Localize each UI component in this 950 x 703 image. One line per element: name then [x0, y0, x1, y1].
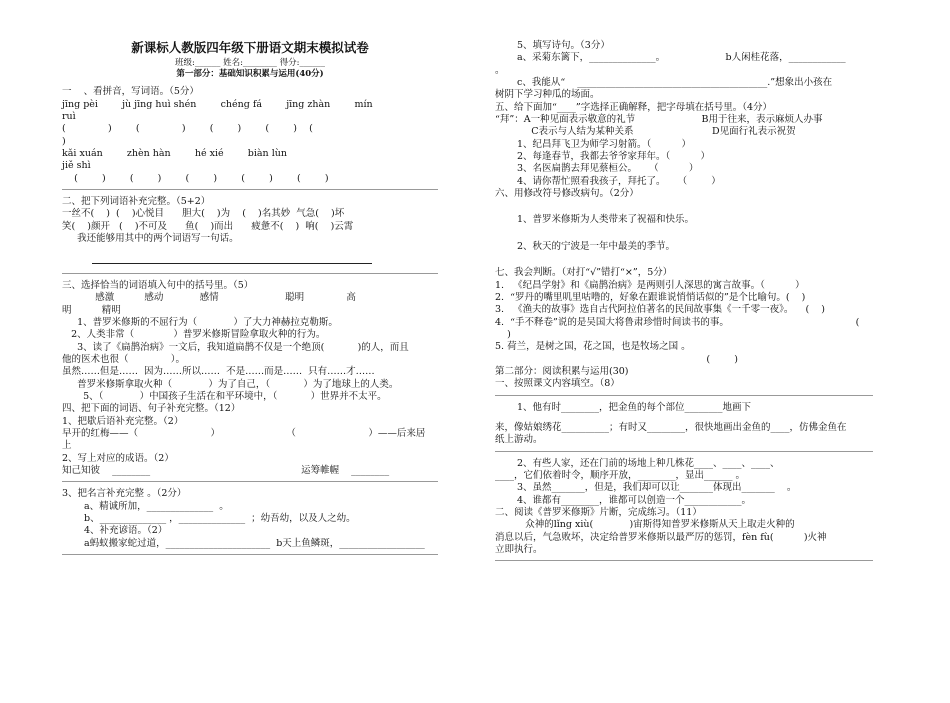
sentence-answer-line — [92, 253, 372, 264]
question-item: 5、（ ）中国孩子生活在和平环境中，（ ）世界并不太平。 — [62, 390, 387, 402]
question-item: 2、秋天的宁波是一年中最美的季节。 — [517, 240, 676, 252]
divider — [62, 481, 438, 482]
question-item: 1、把歇后语补充完整。（2） — [62, 415, 184, 427]
idiom-line: 一丝不( ) ( )心悦目 胆大( )为 ( )名其妙 气急( )坏 — [62, 208, 345, 220]
judgement-item: 4. “手不释卷”说的是吴国大将鲁肃珍惜时间读书的事。 ( — [495, 316, 860, 328]
judgement-item: 5. 荷兰，是树之国，花之国，也是牧场之国 。 — [495, 341, 691, 353]
pinyin-row-cont: jiě shì — [62, 160, 91, 172]
question-item: 4、补充谚语。（2） — [84, 525, 168, 537]
question-item: c、我能从“ ________________________________________.”想象出小孩在 — [517, 77, 833, 89]
word-choices-cont: 明 精明 — [62, 304, 121, 316]
conjunction-choices: 虽然……但是…… 因为……所以…… 不是……而是…… 只有……才…… — [62, 366, 375, 378]
divider — [495, 451, 873, 452]
section-5-heading: 五、给下面加“____”字选择正确解释，把字母填在括号里。（4分） — [495, 101, 773, 113]
question-item: 3、名医扁鹊去拜见蔡桓公。 （ ） — [517, 163, 699, 175]
definition-options: C表示与人结为某种关系 D见面行礼表示祝贺 — [495, 126, 796, 138]
question-item: 4、请你帮忙照看我孩子，拜托了。 （ ） — [517, 175, 721, 187]
question-item: 2、人类非常（ ）普罗米修斯冒险拿取火种的行为。 — [62, 329, 326, 341]
judgement-item-cont: ) — [495, 328, 511, 340]
left-column — [62, 40, 438, 561]
fill-in-item-cont: 来，像姑娘绣花__________；有时又________，很快地画出金鱼的____，仿佛金鱼在 — [495, 421, 847, 433]
question-item: b、______________ ，______________ ；幼吾幼，以及人之幼。 — [84, 513, 356, 524]
question-item-cont: 。 — [495, 64, 505, 76]
question-item-cont: 树阴下学习种瓜的场面。 — [495, 89, 600, 101]
judgement-item-cont: ( ) — [495, 353, 738, 365]
question-item: 2、每逢春节，我都去爷爷家拜年。（ ） — [517, 151, 710, 163]
question-item: a、采菊东篱下，______________。 b人闲桂花落，____________ — [517, 52, 846, 64]
divider — [495, 395, 873, 396]
fill-in-item: 4、谁都有________，谁都可以创造一个____________。 — [517, 494, 752, 506]
divider — [62, 273, 438, 274]
judgement-item: 1. 《纪昌学射》和《扁鹊治病》是两则引人深思的寓言故事。（ ） — [495, 279, 805, 291]
question-item: 知己知彼 ________ 运筹帷幄 ________ — [62, 464, 390, 476]
question-item: 早开的红梅——（ ） （ ）——后来居 — [62, 427, 426, 439]
divider — [62, 554, 438, 555]
judgement-item: 3. 《渔夫的故事》选自古代阿拉伯著名的民间故事集《一千零一夜》。 ( ) — [495, 304, 825, 316]
section-3-heading: 三、选择恰当的词语填入句中的括号里。（5） — [62, 279, 254, 291]
fill-in-item-cont: 纸上游动。 — [495, 434, 543, 446]
question-item: 3、把名言补充完整 。（2分） — [62, 488, 187, 500]
fill-in-item: 3、虽然_______，但是，我们却可以让_______体现出_______ 。 — [517, 482, 797, 494]
judgement-item: 2. “罗丹的嘴里叽里咕噜的，好象在跟谁说悄悄话似的”是个比喻句。( ) — [495, 291, 806, 303]
exam-title: 新课标人教版四年级下册语文期末模拟试卷 — [131, 40, 369, 55]
question-item: 1、纪昌拜飞卫为师学习射箭。（ ） — [517, 138, 691, 150]
question-item: 5、填写诗句。（3分） — [517, 40, 610, 51]
divider — [495, 560, 873, 561]
section-4-heading: 四、把下面的词语、句子补充完整。（12） — [62, 403, 241, 415]
answer-blanks-row-cont: ) — [62, 135, 66, 147]
definition-options: “拜”：A一种见面表示敬意的礼节 B用于往来，表示麻烦人办事 — [495, 114, 823, 126]
answer-blanks-row: ( ) ( ) ( ) ( ) ( — [62, 123, 313, 135]
reading-passage: 众神的lǐng xiù( )宙斯得知普罗米修斯从天上取走火种的 — [495, 519, 795, 531]
section-1-heading: 一 、看拼音，写词语。（5分） — [62, 86, 199, 98]
part-two-heading: 第二部分：阅读积累与运用(30) — [495, 365, 629, 377]
fill-in-item-cont: ____，它们依着时令，顺序开放，________，显出______ 。 — [495, 469, 746, 481]
question-item-cont: 他的医术也很（ ）。 — [62, 353, 186, 365]
question-item: a、精诚所加，______________ 。 — [84, 500, 229, 512]
right-column — [495, 40, 873, 567]
instruction-text: 我还能够用其中的两个词语写一句话。 — [62, 233, 239, 245]
question-item: 1、普罗米修斯为人类带来了祝福和快乐。 — [517, 214, 695, 226]
word-choices: 感激 感动 感情 聪明 高 — [62, 292, 356, 304]
section-7-heading: 七、我会判断。（对打“√”错打“×”，5分） — [495, 267, 673, 279]
divider — [62, 189, 438, 190]
student-info-line: 班级:______ 姓名:________ 得分:______ — [175, 58, 325, 69]
section-6-heading: 六、用修改符号修改病句。（2分） — [495, 188, 639, 200]
answer-blanks-row: ( ) ( ) ( ) ( ) ( ) — [62, 172, 329, 184]
reading-passage: 消息以后，气急败坏，决定给普罗米修斯以最严厉的惩罚，fèn fù( )火神 — [495, 531, 827, 543]
section-heading: 二、阅读《普罗米修斯》片断，完成练习。（11） — [495, 507, 702, 518]
question-item: 普罗米修斯拿取火种（ ）为了自己，（ ）为了地球上的人类。 — [62, 378, 399, 390]
fill-in-item: 2、有些人家，还在门前的场地上种几株花____、____、____、 — [517, 457, 780, 469]
pinyin-row: kǎi xuán zhèn hàn hé xié biàn lùn — [62, 148, 287, 160]
question-item: 1、普罗米修斯的不屈行为（ ）了大力神赫拉克勒斯。 — [62, 316, 338, 328]
section-heading: 一、按照课文内容填空。（8） — [495, 378, 620, 390]
part-one-heading: 第一部分：基础知识积累与运用(40分) — [176, 69, 324, 80]
reading-passage: 立即执行。 — [495, 544, 543, 556]
idiom-line: 笑( )颜开 ( )不可及 鱼( )而出 疲惫不( ) 响( )云霄 — [62, 220, 354, 232]
question-item-cont: 上 — [62, 440, 72, 452]
pinyin-row-cont: ruì — [62, 111, 76, 123]
pinyin-row: jīng pèi jù jīng huì shén chéng fá jīng zhàn mín — [62, 98, 373, 110]
question-item: 2、写上对应的成语。（2） — [62, 452, 174, 464]
section-2-heading: 二、把下列词语补充完整。（5+2） — [62, 196, 211, 208]
fill-in-item: 1、他有时________，把金鱼的每个部位________地画下 — [517, 401, 752, 413]
question-item: a蚂蚁搬家蛇过道，______________________ b天上鱼鳞斑，__________________ — [84, 537, 425, 549]
question-item: 3、读了《扁鹊治病》一文后，我知道扁鹊不仅是一个绝顶( )的人，而且 — [62, 341, 409, 353]
